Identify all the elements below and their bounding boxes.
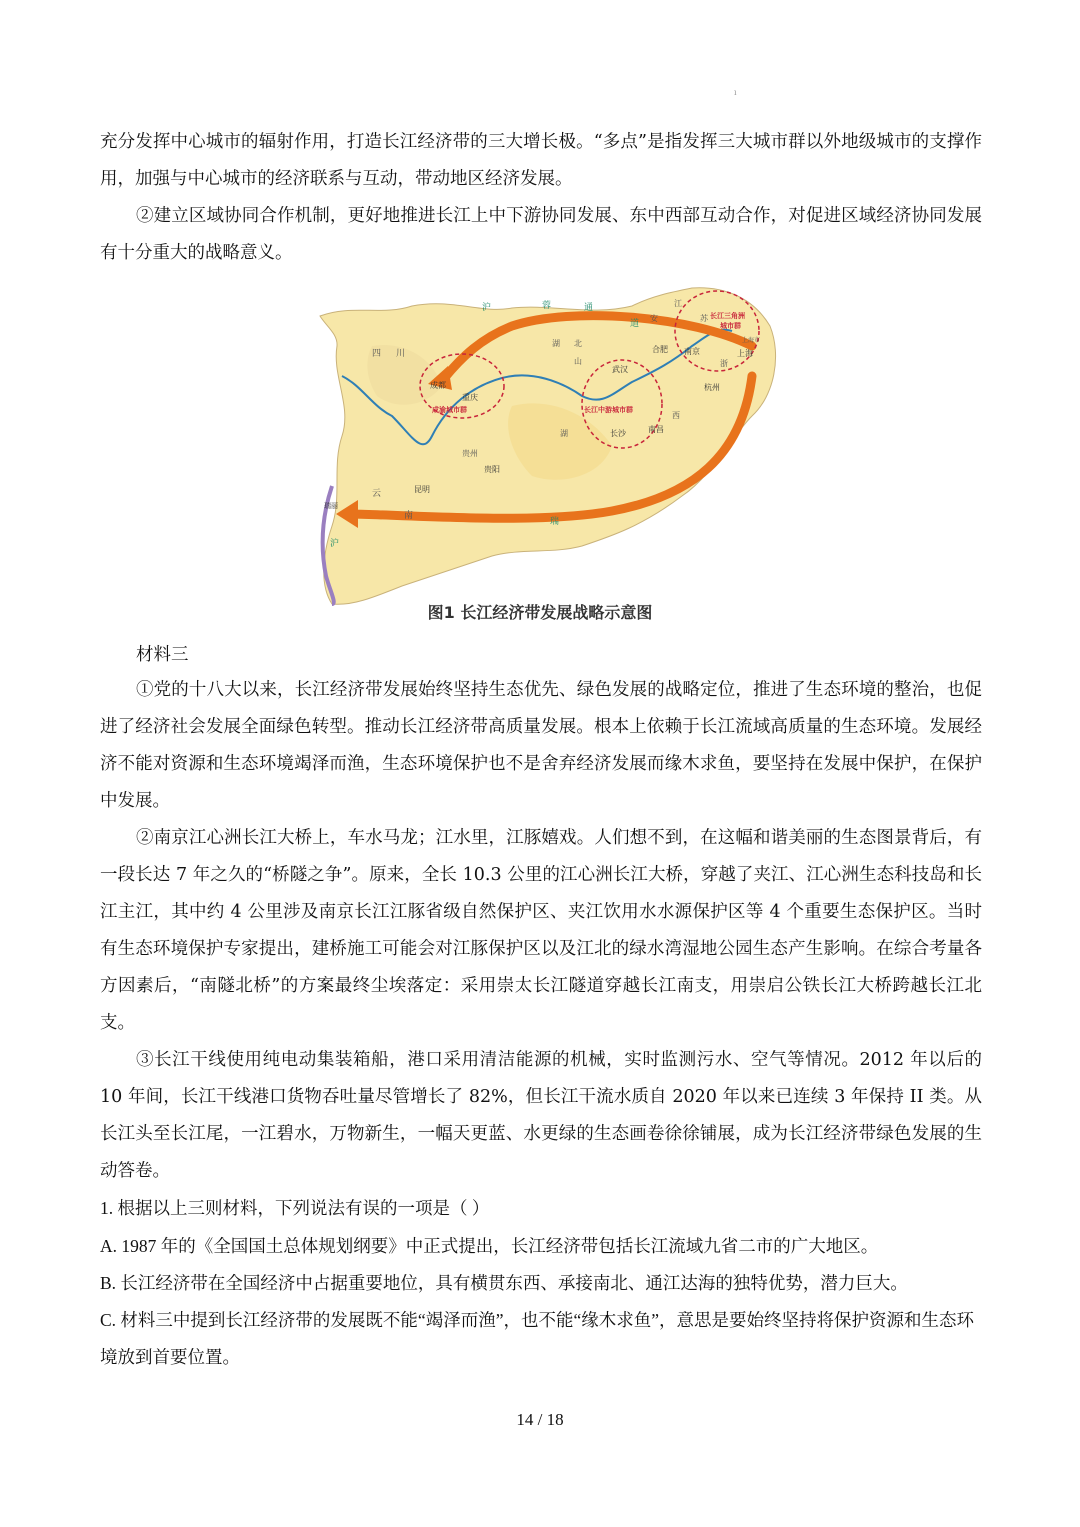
yangtze-economic-belt-map <box>312 286 782 611</box>
label-jiang: 江 <box>674 299 682 308</box>
material-3-paragraph-1: ①党的十八大以来，长江经济带发展始终坚持生态优先、绿色发展的战略定位，推进了生态环境的整治，也促进了经济社会发展全面绿色转型。推动长江经济带高质量发展。根本上依赖于长江流域高质量的生态环境。发展经济不能对资源和生态环境竭泽而渔，生态环境保护也不是舍弃经济发展而缘木求鱼，要坚持在发展中保护，在保护中发展。 <box>100 680 982 811</box>
label-shanghai: 上海 <box>737 349 753 358</box>
label-hu-top: 沪 <box>482 303 492 313</box>
label-bei: 北 <box>574 339 582 348</box>
label-shanghai-city: 上海市 <box>742 337 761 344</box>
label-dao: 道 <box>630 319 640 329</box>
question-stem: 1. 根据以上三则材料，下列说法有误的一项是（ ） <box>100 1198 490 1218</box>
label-kunming: 昆明 <box>414 485 430 494</box>
paragraph-1: 充分发挥中心城市的辐射作用，打造长江经济带的三大增长极。“多点”是指发挥三大城市群以外地级城市的支撑作用，加强与中心城市的经济联系与互动，带动地区经济发展。 <box>100 132 982 189</box>
label-chengyu-cluster: 成渝城市群 <box>432 406 467 414</box>
option-a: A. 1987 年的《全国国土总体规划纲要》中正式提出，长江经济带包括长江流域九省二市的广大地区。 <box>100 1236 879 1256</box>
figure-caption: 图1 长江经济带发展战略示意图 <box>427 603 653 622</box>
label-hu-south: 湖 <box>560 429 568 438</box>
label-tong: 通 <box>584 303 594 313</box>
material-3-paragraph-2: ②南京江心洲长江大桥上，车水马龙；江水里，江豚嬉戏。人们想不到，在这幅和谐美丽的生态图景背后，有一段长达 7 年之久的“桥隧之争”。原来，全长 10.3 公里的江心洲长江大桥，穿越了夹江、江心洲生态科技岛和长江主江，其中约 4 公里涉及南京长江江豚省级自然保护区、夹江饮用水水源保护区等 4 个重要生态保护区。当时有生态环境保护专家提出，建桥施工可能会对江豚保护区以及江北的绿水湾湿地公园生态产生影响。在综合考量各方因素后，“南隧北桥”的方案最终尘埃落定：采用崇太长江隧道穿越长江南支，用崇启公铁长江大桥跨越长江北支。 <box>100 828 982 1033</box>
label-changsha: 长沙 <box>610 429 626 438</box>
label-chuan: 川 <box>396 349 406 359</box>
label-nan: 南 <box>404 511 414 521</box>
label-guizhou: 贵州 <box>462 449 478 458</box>
label-delta-cluster-2: 城市群 <box>720 322 741 330</box>
corner-mark: ı <box>734 88 737 97</box>
label-mid-cluster: 长江中游城市群 <box>584 406 633 414</box>
label-hu-north: 湖 <box>552 339 560 348</box>
label-chengdu: 成都 <box>430 381 446 390</box>
label-xi: 西 <box>672 411 680 420</box>
label-delta-cluster: 长江三角洲 <box>710 312 745 320</box>
label-si: 四 <box>372 349 382 359</box>
label-shan: 山 <box>574 357 582 366</box>
label-hefei: 合肥 <box>652 345 668 354</box>
option-b: B. 长江经济带在全国经济中占据重要地位，具有横贯东西、承接南北、通江达海的独特优势，潜力巨大。 <box>100 1273 908 1293</box>
label-chongqing: 重庆 <box>462 393 478 402</box>
label-ruili: 瑞丽 <box>324 502 338 510</box>
label-hu-sw: 沪 <box>330 539 340 549</box>
material-3-paragraph-3: ③长江干线使用纯电动集装箱船，港口采用清洁能源的机械，实时监测污水、空气等情况。2012 年以后的 10 年间，长江干线港口货物吞吐量尽管增长了 82%，但长江干流水质自 2020 年以来已连续 3 年保持 II 类。从长江头至长江尾，一江碧水，万物新生，一幅天更蓝、水更绿的生态画卷徐徐铺展，成为长江经济带绿色发展的生动答卷。 <box>100 1050 982 1181</box>
label-zhe: 浙 <box>720 359 728 368</box>
option-c: C. 材料三中提到长江经济带的发展既不能“竭泽而渔”，也不能“缘木求鱼”，意思是要始终坚持将保护资源和生态环境放到首要位置。 <box>100 1310 974 1367</box>
label-nanchang: 南昌 <box>648 425 664 434</box>
label-rui: 瑞 <box>550 517 560 527</box>
label-an: 安 <box>650 314 658 323</box>
label-wuhan: 武汉 <box>612 365 628 374</box>
label-guiyang: 贵阳 <box>484 465 500 474</box>
label-hangzhou: 杭州 <box>704 383 720 392</box>
label-nanjing: 南京 <box>684 347 700 356</box>
label-su: 苏 <box>700 314 708 323</box>
paragraph-2: ②建立区域协同合作机制，更好地推进长江上中下游协同发展、东中西部互动合作，对促进区域经济协同发展有十分重大的战略意义。 <box>100 206 982 263</box>
label-rong: 蓉 <box>542 301 552 311</box>
page-number: 14 / 18 <box>516 1410 564 1429</box>
material-3-heading: 材料三 <box>136 645 189 665</box>
label-yun: 云 <box>372 489 382 499</box>
